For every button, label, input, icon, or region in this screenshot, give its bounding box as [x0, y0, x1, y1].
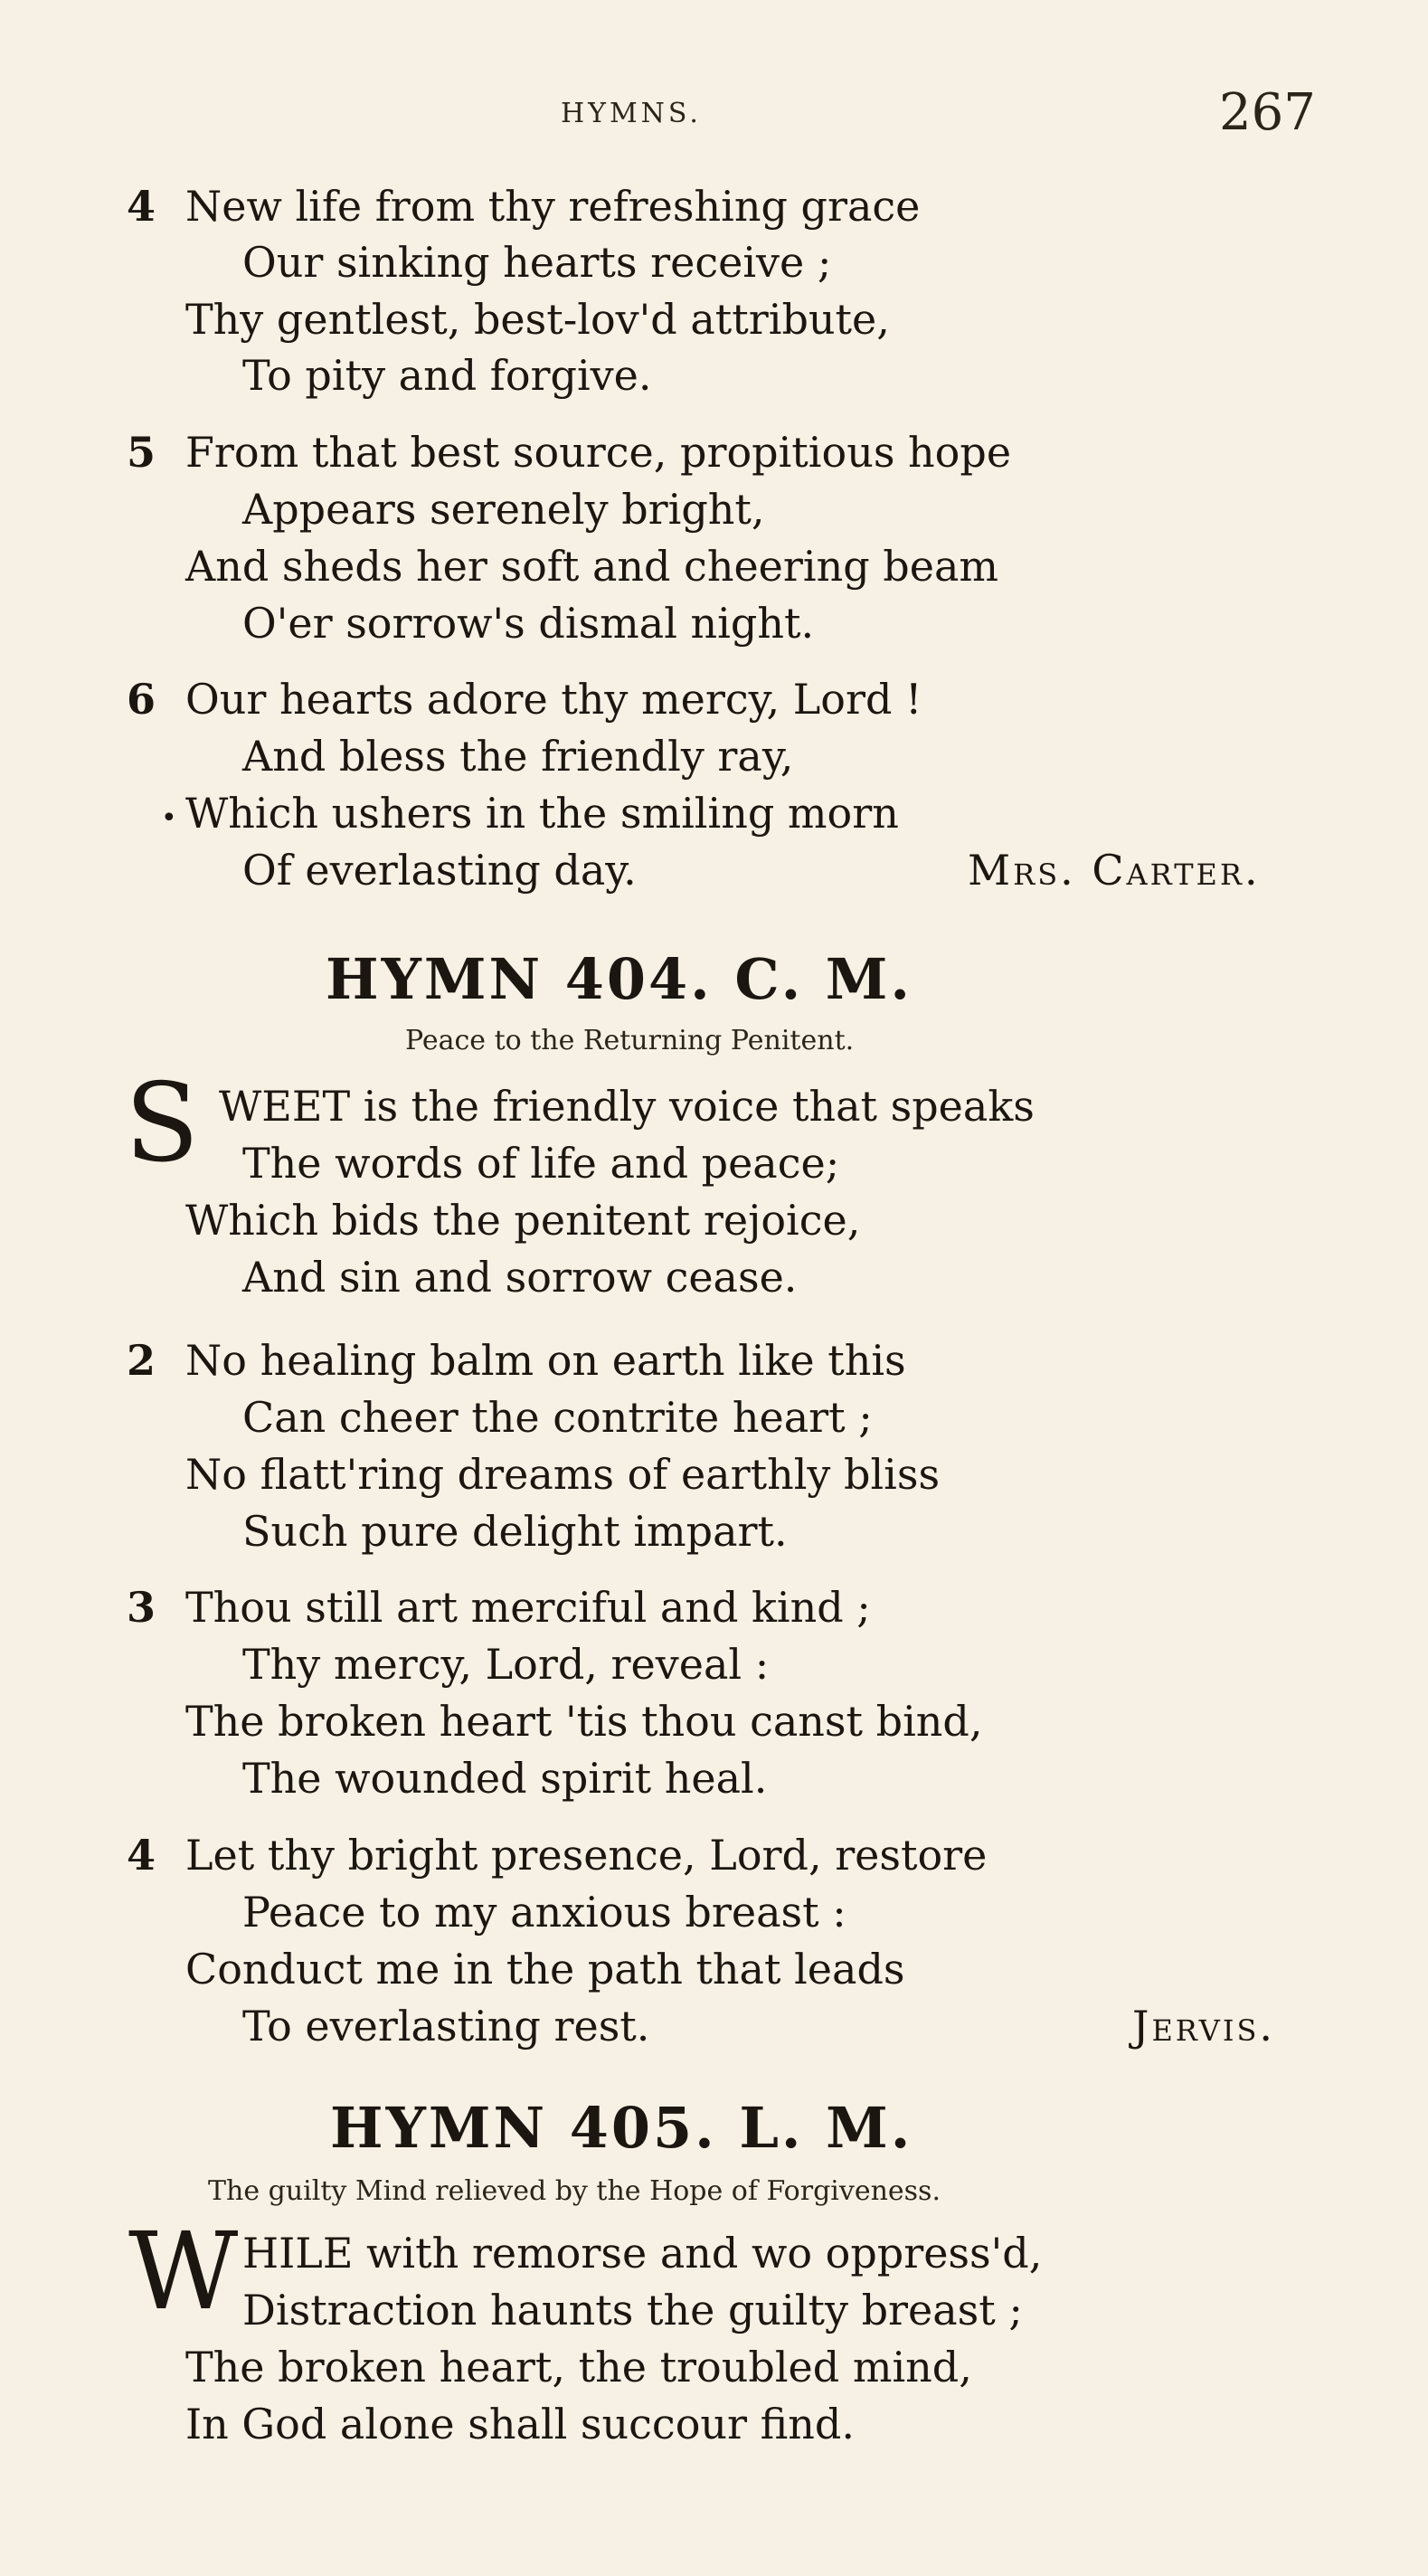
verse-line: To everlasting rest. — [242, 2002, 650, 2050]
verse-line: Our sinking hearts receive ; — [242, 238, 832, 287]
verse-line: HILE with remorse and wo oppress'd, — [242, 2229, 1043, 2278]
verse-line: Which ushers in the smiling morn — [185, 789, 899, 838]
verse-line: Such pure delight impart. — [242, 1507, 788, 1556]
verse-line: The broken heart, the troubled mind, — [185, 2343, 972, 2391]
drop-cap: S — [125, 1061, 200, 1187]
verse-line: No healing balm on earth like this — [185, 1336, 906, 1385]
stanza-number: 5 — [127, 428, 156, 477]
verse-line: And bless the friendly ray, — [242, 732, 794, 781]
verse-line: The broken heart 'tis thou canst bind, — [185, 1697, 983, 1746]
verse-line: Of everlasting day. — [242, 846, 637, 895]
verse-line: O'er sorrow's dismal night. — [242, 599, 815, 648]
stanza-number: 4 — [127, 182, 156, 231]
author-attribution: Mrs. Carter. — [968, 846, 1261, 895]
verse-line: Thy gentlest, best-lov'd attribute, — [185, 295, 890, 344]
stanza-number: 6 — [127, 675, 156, 724]
verse-line: WEET is the friendly voice that speaks — [219, 1082, 1035, 1131]
verse-line: Our hearts adore thy mercy, Lord ! — [185, 675, 922, 724]
stanza-number: 2 — [127, 1336, 156, 1385]
verse-line: Appears serenely bright, — [242, 485, 765, 534]
verse-line: The words of life and peace; — [242, 1139, 840, 1188]
verse-line: And sin and sorrow cease. — [242, 1253, 798, 1302]
page-number: 267 — [1219, 83, 1316, 142]
verse-line: Thou still art merciful and kind ; — [185, 1583, 871, 1632]
drop-cap: W — [128, 2209, 239, 2334]
verse-line: From that best source, propitious hope — [185, 428, 1012, 477]
verse-line: The wounded spirit heal. — [242, 1754, 768, 1803]
verse-line: And sheds her soft and cheering beam — [185, 542, 998, 591]
verse-line: Which bids the penitent rejoice, — [185, 1196, 861, 1245]
verse-line: Let thy bright presence, Lord, restore — [185, 1831, 988, 1880]
verse-line: Distraction haunts the guilty breast ; — [242, 2286, 1023, 2334]
author-attribution: Jervis. — [1132, 2002, 1276, 2050]
verse-line: Can cheer the contrite heart ; — [242, 1393, 873, 1442]
verse-line: To pity and forgive. — [242, 351, 652, 400]
hymn-subtitle: Peace to the Returning Penitent. — [405, 1025, 855, 1056]
verse-line: New life from thy refreshing grace — [185, 182, 921, 231]
hymn-title: HYMN 405. L. M. — [330, 2095, 913, 2161]
stanza-number: 4 — [127, 1831, 156, 1880]
verse-line: Peace to my anxious breast : — [242, 1888, 846, 1937]
stanza-number: 3 — [127, 1583, 156, 1632]
print-mark: • — [161, 802, 177, 834]
hymn-subtitle: The guilty Mind relieved by the Hope of Forgiveness. — [208, 2175, 941, 2207]
verse-line: Thy mercy, Lord, reveal : — [242, 1640, 770, 1689]
verse-line: Conduct me in the path that leads — [185, 1945, 905, 1994]
running-head: HYMNS. — [561, 98, 702, 129]
verse-line: No flatt'ring dreams of earthly bliss — [185, 1450, 941, 1499]
hymn-title: HYMN 404. C. M. — [326, 946, 913, 1012]
verse-line: In God alone shall succour find. — [185, 2400, 855, 2448]
